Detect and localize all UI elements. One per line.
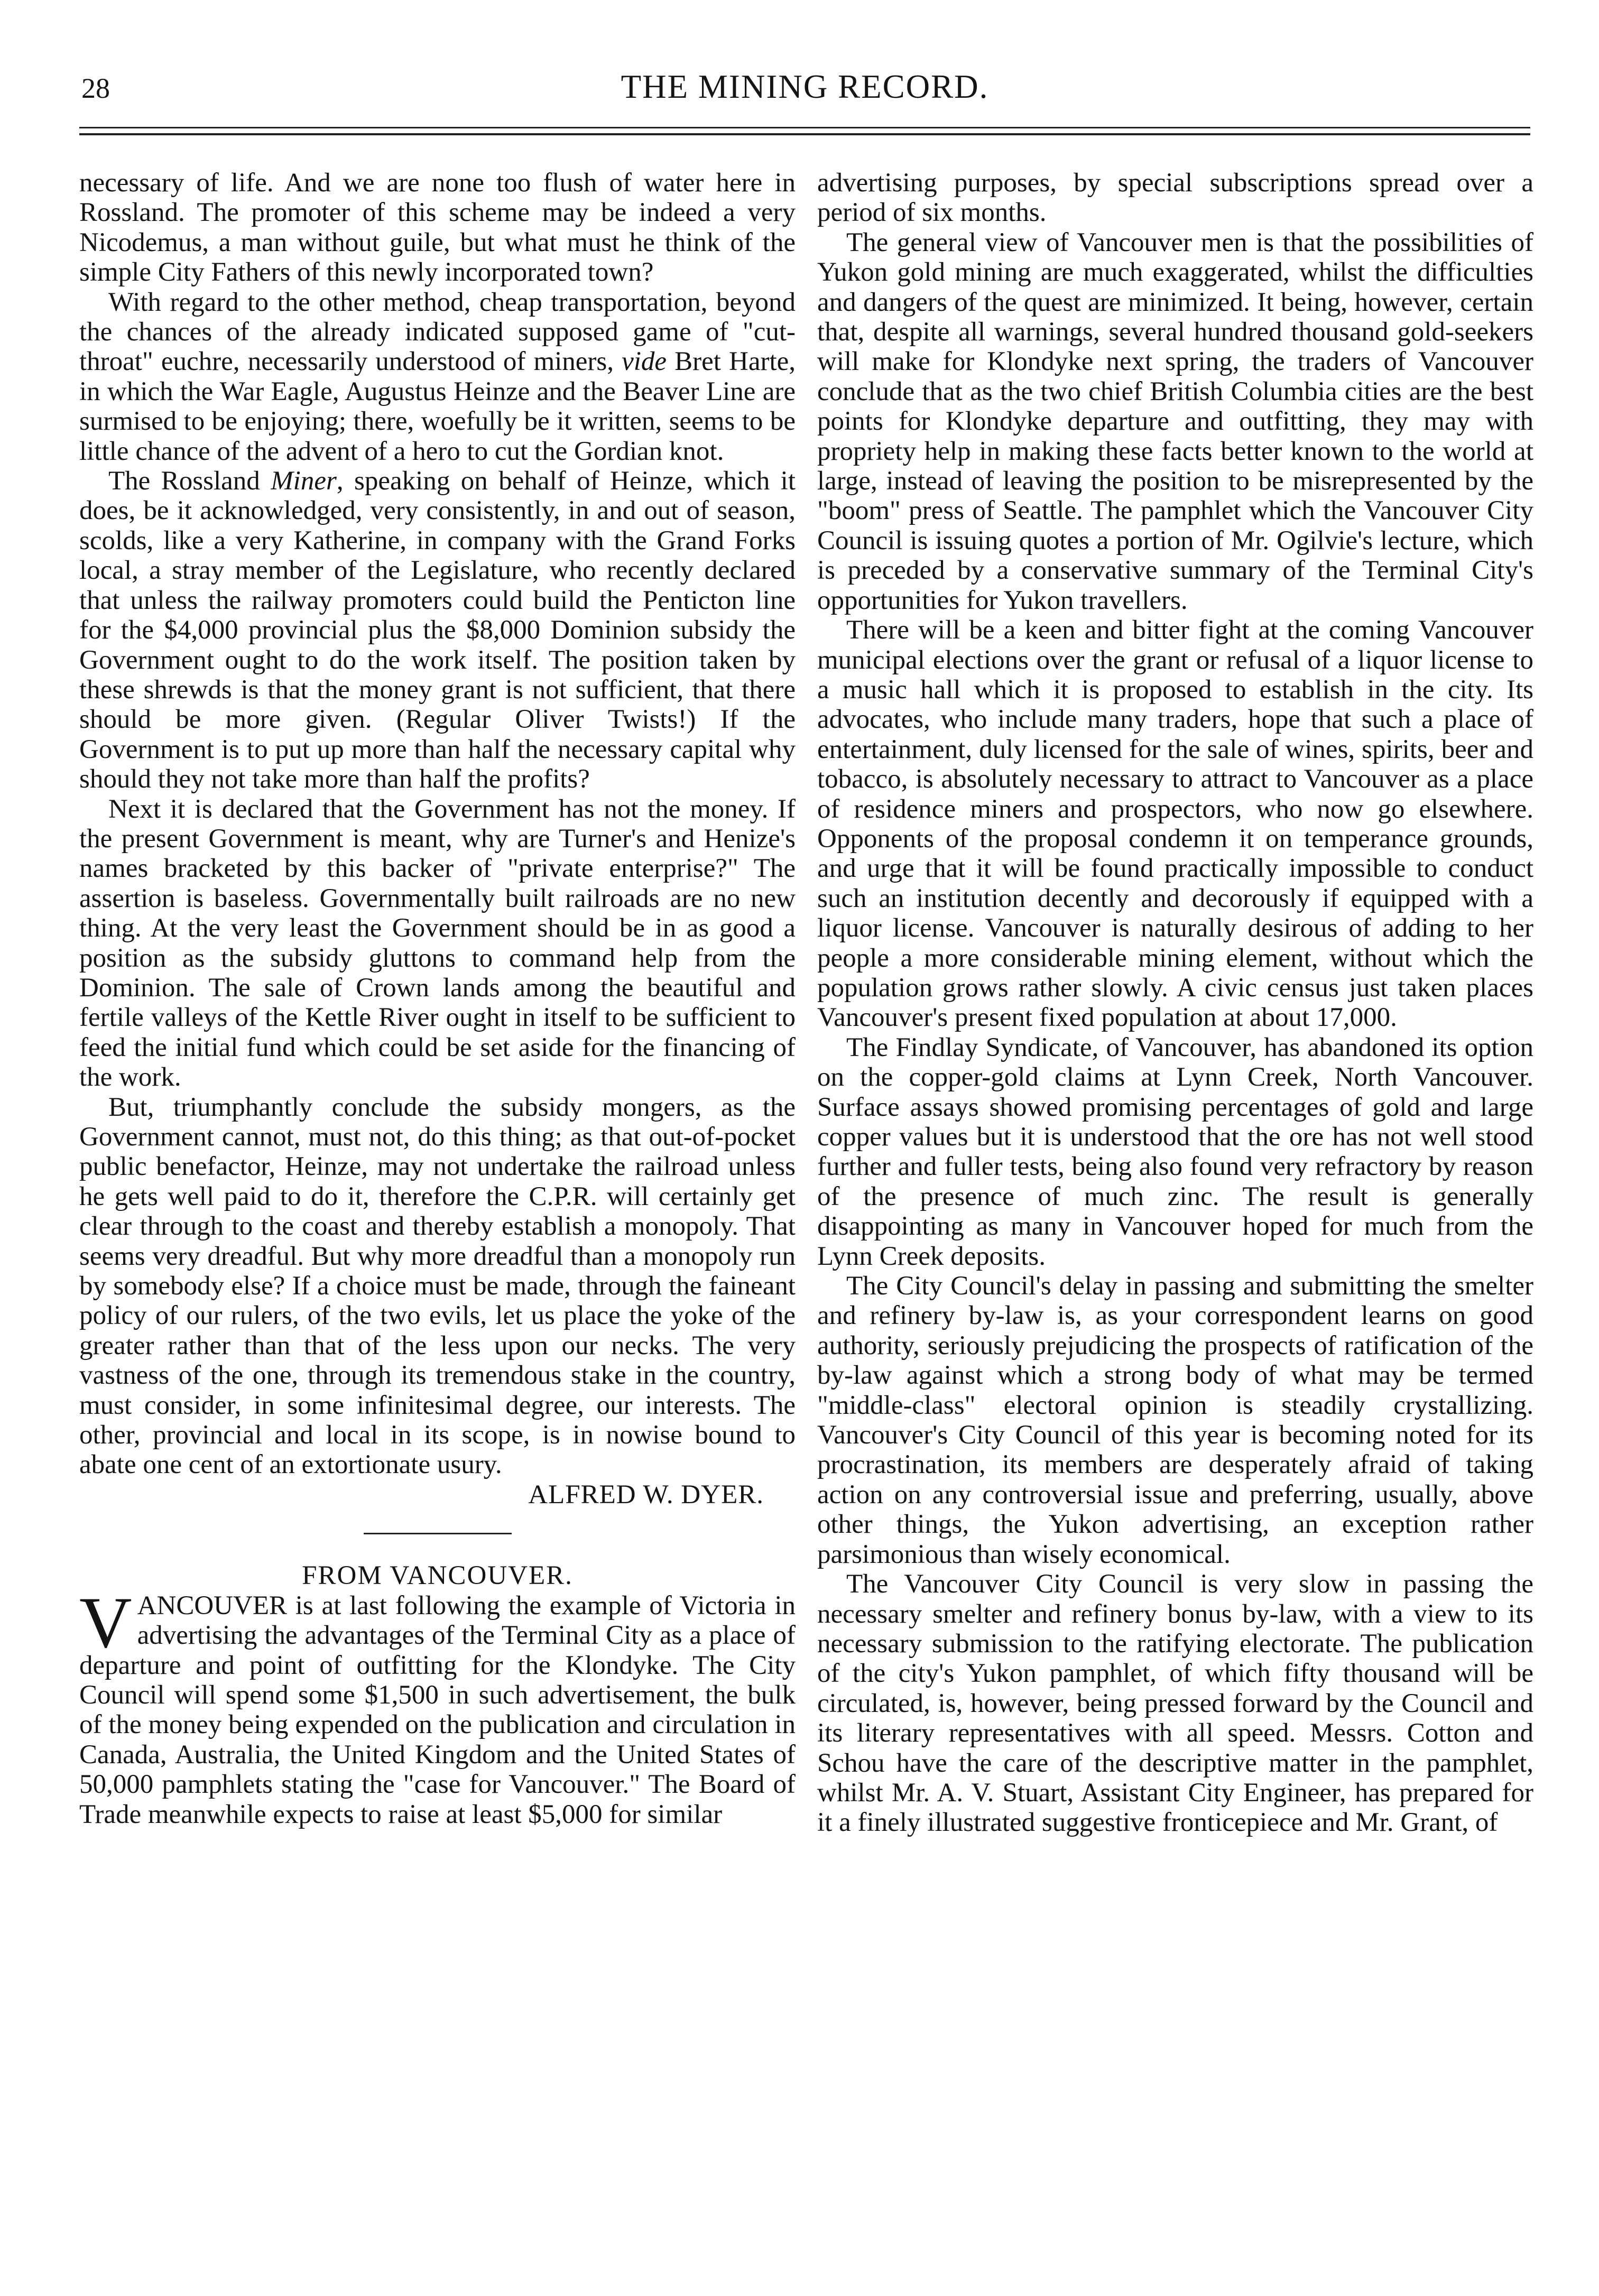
page-number: 28 xyxy=(81,72,110,104)
italic-term: Miner xyxy=(271,466,337,496)
paragraph: Next it is declared that the Government has not the money. If the present Government is meant, why are Turner's and Henize's names bracketed by this backer of "private enterprise?" The assertion is baseless. Governmentally built railroads are no new thing. At the very least the Government should be in as good a position as the subsidy gluttons to command help from the Dominion. The sale of Crown lands among the beautiful and fertile valleys of the Kettle River ought in itself to be sufficient to feed the initial fund which could be set aside for the financing of the work. xyxy=(79,794,796,1093)
paragraph: VANCOUVER is at last following the example of Victoria in advertising the advantages of the Terminal City as a place of departure and point of outfitting for the Klondyke. The City Council will spend some $1,500 in such advertisement, the bulk of the money being expended on the publication and circulation in Canada, Australia, the United Kingdom and the United States of 50,000 pamphlets stating the "case for Vancouver." The Board of Trade meanwhile expects to raise at least $5,000 for similar xyxy=(79,1581,796,1829)
right-column xyxy=(817,168,1533,1838)
journal-title: THE MINING RECORD. xyxy=(621,68,989,105)
section-divider xyxy=(364,1533,512,1534)
author-signature: ALFRED W. DYER. xyxy=(528,1479,764,1510)
header-rule xyxy=(79,127,1530,135)
paragraph: The Rossland Miner, speaking on behalf of Heinze, which it does, be it acknowledged, very consistently, in and out of season, scolds, like a very Katherine, in company with the Grand Forks local, a stray member of the Legislature, who recently declared that unless the railway promoters could build the Penticton line for the $4,000 provincial plus the $8,000 Dominion subsidy the Government ought to do the work itself. The position taken by these shrewds is that the money grant is not sufficient, that there should be more given. (Regular Oliver Twists!) If the Government is to put up more than half the necessary capital why should they not take more than half the profits? xyxy=(79,466,796,794)
paragraph: With regard to the other method, cheap transportation, beyond the chances of the already indicated supposed game of "cut-throat" euchre, necessarily understood of miners, vide Bret Harte, in which the War Eagle, Augustus Heinze and the Beaver Line are surmised to be enjoying; there, woefully be it written, seems to be little chance of the advent of a hero to cut the Gordian knot. xyxy=(79,287,796,466)
paragraph: The Findlay Syndicate, of Vancouver, has abandoned its option on the copper-gold claims at Lynn Creek, North Vancouver. Surface assays showed promising percentages of gold and large copper values but it is understood that the ore has not well stood further and fuller tests, being also found very refractory by reason of the presence of much zinc. The result is generally disappointing as many in Vancouver hoped for much from the Lynn Creek deposits. xyxy=(817,1032,1533,1271)
page-header xyxy=(79,68,1530,110)
paragraph: advertising purposes, by special subscriptions spread over a period of six months. xyxy=(817,168,1533,228)
italic-term: vide xyxy=(622,347,667,377)
paragraph: But, triumphantly conclude the subsidy mongers, as the Government cannot, must not, do this thing; as that out-of-pocket public benefactor, Heinze, may not undertake the railroad unless he gets well paid to do it, therefore the C.P.R. will certainly get clear through to the coast and thereby establish a monopoly. That seems very dreadful. But why more dreadful than a monopoly run by somebody else? If a choice must be made, through the faineant policy of our rulers, of the two evils, let us place the yoke of the greater rather than that of the less upon our necks. The very vastness of the one, through its tremendous stake in the country, must consider, in some infinitesimal degree, our interests. The other, provincial and local in its scope, is in nowise bound to abate one cent of an extortionate usury. xyxy=(79,1092,796,1480)
paragraph: The Vancouver City Council is very slow in passing the necessary smelter and refinery bonus by-law, with a view to its necessary submission to the ratifying electorate. The publication of the city's Yukon pamphlet, of which fifty thousand will be circulated, is, however, being pressed forward by the Council and its literary representatives with all speed. Messrs. Cotton and Schou have the care of the descriptive matter in the pamphlet, whilst Mr. A. V. Stuart, Assistant City Engineer, has prepared for it a finely illustrated suggestive fronticepiece and Mr. Grant, of xyxy=(817,1569,1533,1838)
paragraph: The City Council's delay in passing and submitting the smelter and refinery by-law is, as your correspondent learns on good authority, seriously prejudicing the prospects of ratification of the by-law against which a strong body of what may be termed "middle-class" electoral opinion is steadily crystallizing. Vancouver's City Council of this year is becoming noted for its procrastination, its members are desperately afraid of taking action on any controversial issue and preferring, usually, above other things, the Yukon advertising, an exception rather parsimonious than wisely economical. xyxy=(817,1271,1533,1569)
paragraph: The general view of Vancouver men is that the possibilities of Yukon gold mining are much exaggerated, whilst the difficulties and dangers of the quest are minimized. It being, however, certain that, despite all warnings, several hundred thousand gold-seekers will make for Klondyke next spring, the traders of Vancouver conclude that as the two chief British Columbia cities are the best points for Klondyke departure and outfitting, they may with propriety help in making these facts better known to the world at large, instead of leaving the position to be misrepresented by the "boom" press of Seattle. The pamphlet which the Vancouver City Council is issuing quotes a portion of Mr. Ogilvie's lecture, which is preceded by a conservative summary of the Terminal City's opportunities for Yukon travellers. xyxy=(817,227,1533,615)
left-column xyxy=(79,168,796,1829)
drop-cap: V xyxy=(79,1581,132,1663)
paragraph: necessary of life. And we are none too flush of water here in Rossland. The promoter of this scheme may be indeed a very Nicodemus, a man without guile, but what must he think of the simple City Fathers of this newly incorporated town? xyxy=(79,168,796,288)
paragraph: There will be a keen and bitter fight at the coming Vancouver municipal elections over the grant or refusal of a liquor license to a music hall which it is proposed to establish in the city. Its advocates, who include many traders, hope that such a place of entertainment, duly licensed for the sale of wines, spirits, beer and tobacco, is absolutely necessary to attract to Vancouver as a place of residence miners and prospectors, who now go elsewhere. Opponents of the proposal condemn it on temperance grounds, and urge that it will be found practically impossible to conduct such an institution decently and decorously if equipped with a liquor license. Vancouver is naturally desirous of adding to her people a more considerable mining element, without which the population grows rather slowly. A civic census just taken places Vancouver's present fixed population at about 17,000. xyxy=(817,615,1533,1033)
section-heading: FROM VANCOUVER. xyxy=(302,1561,573,1591)
